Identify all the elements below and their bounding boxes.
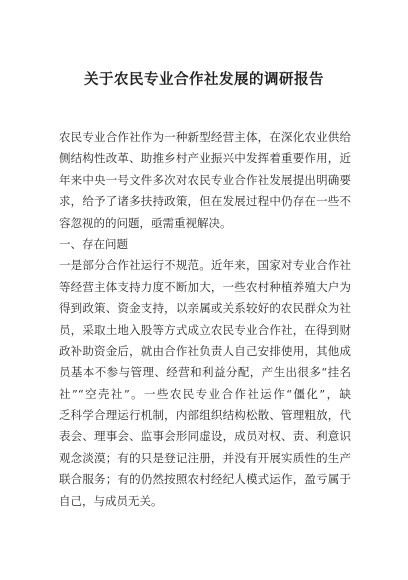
- text-line: 社”“空壳社”。一些农民专业合作社运作“僵化”，缺: [59, 386, 351, 401]
- text-line: 乏科学合理运行机制，内部组织结构松散、管理粗放，代: [59, 408, 351, 423]
- text-line: 自己，与成员无关。: [59, 493, 163, 508]
- text-line: 联合服务；有的仍然按照农村经纪人模式运作，盈亏属于: [59, 472, 351, 487]
- text-line: 政补助资金后，就由合作社负责人自己安排使用，其他成: [59, 343, 351, 358]
- text-line: 员基本不参与管理、经营和利益分配，产生出很多“挂名: [59, 365, 351, 380]
- section-heading: 一、存在问题: [59, 236, 128, 251]
- paragraph-intro: [59, 127, 351, 234]
- text-line: 农民专业合作社作为一种新型经营主体，在深化农业供给: [59, 130, 351, 144]
- text-line: 容忽视的的问题，亟需重视解决。: [59, 215, 232, 230]
- text-line: 员，采取土地入股等方式成立农民专业合作社，在得到财: [59, 322, 351, 337]
- text-line: 求，给予了诸多扶持政策，但在发展过程中仍存在一些不: [59, 194, 351, 209]
- text-line: 年来中央一号文件多次对农民专业合作社发展提出明确要: [59, 172, 351, 187]
- text-line: 观念淡漠；有的只是登记注册，并没有开展实质性的生产: [59, 450, 351, 465]
- text-line: 表会、理事会、监事会形同虚设，成员对权、责、利意识: [59, 429, 351, 444]
- text-line: 一是部分合作社运行不规范。近年来，国家对专业合作社: [59, 258, 351, 273]
- document-body: [59, 127, 351, 512]
- text-line: 侧结构性改革、助推乡村产业振兴中发挥着重要作用，近: [59, 151, 351, 166]
- text-line: 得到政策、资金支持，以亲属或关系较好的农民群众为社: [59, 301, 351, 316]
- paragraph-problem-1: [59, 255, 351, 512]
- document-title: 关于农民专业合作社发展的调研报告: [84, 72, 324, 88]
- text-line: 等经营主体支持力度不断加大，一些农村种植养殖大户为: [59, 279, 351, 294]
